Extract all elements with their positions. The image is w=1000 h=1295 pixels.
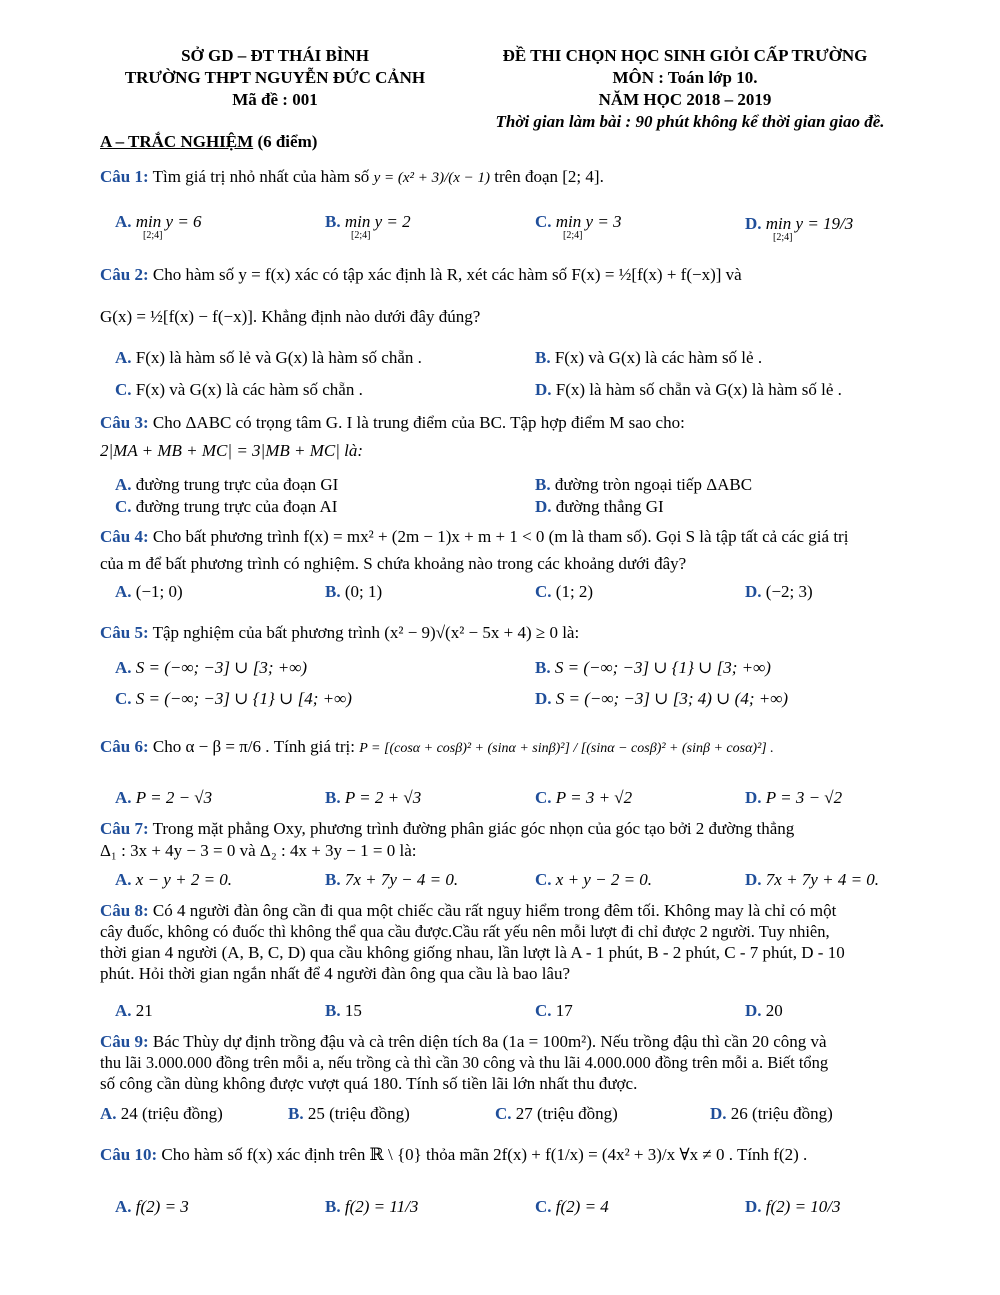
question-8 [100,900,836,922]
option-text: đường trung trực của đoạn AI [135,497,338,516]
option-letter: B. [325,582,341,601]
section-title: A – TRẮC NGHIỆM [100,132,254,151]
option-text: S = (−∞; −3] ∪ [3; +∞) [135,658,308,677]
option-a [115,1001,153,1021]
option-letter: A. [115,475,132,494]
option-text: 17 [555,1001,573,1020]
option-c [115,380,363,400]
question-text-end: trên đoạn [2; 4]. [494,167,604,186]
option-a [115,582,183,602]
option-letter: A. [115,582,132,601]
option-text: F(x) và G(x) là các hàm số chẵn . [135,380,363,399]
option-text: (0; 1) [344,582,383,601]
option-b [325,582,382,602]
option-text: (1; 2) [555,582,594,601]
option-a [115,788,212,808]
option-text: S = (−∞; −3] ∪ {1} ∪ [3; +∞) [554,658,771,677]
question-number: Câu 4: [100,527,149,546]
option-letter: C. [495,1104,512,1123]
option-text: 24 (triệu đồng) [120,1104,223,1123]
question-text: Cho bất phương trình f(x) = mx² + (2m − 1)x + m + 1 < 0 (m là tham số). Gọi S là tập tất cả các giá trị [152,527,849,546]
question-text: Tập nghiệm của bất phương trình (x² − 9)√(x² − 5x + 4) ≥ 0 là: [152,623,580,642]
option-a [115,1197,189,1217]
option-text: min y = 19/3 [765,214,854,233]
question-7-line2: Δ₁ : 3x + 4y − 3 = 0 và Δ₂ : 4x + 3y − 1 = 0 là: [100,841,417,860]
option-text: 15 [344,1001,362,1020]
option-d [710,1104,833,1124]
option-d [745,1001,783,1021]
question-text: Bác Thùy dự định trồng đậu và cà trên diện tích 8a (1a = 100m²). Nếu trồng đậu thì cần 20 công và [152,1032,827,1051]
option-subscript: [2;4] [563,230,583,241]
option-text: F(x) là hàm số lẻ và G(x) là hàm số chẵn . [135,348,422,367]
option-text: min y = 6 [135,212,202,231]
option-text: đường tròn ngoại tiếp ΔABC [554,475,753,494]
option-c [535,582,593,602]
option-d [535,689,788,709]
option-letter: C. [535,870,552,889]
question-4 [100,526,848,548]
option-text: P = 2 − √3 [135,788,213,807]
option-letter: D. [745,214,762,233]
option-b [325,212,411,232]
question-number: Câu 3: [100,413,149,432]
option-c [115,497,337,517]
option-text: F(x) và G(x) là các hàm số lẻ . [554,348,763,367]
question-text: Trong mặt phẳng Oxy, phương trình đường phân giác góc nhọn của góc tạo bởi 2 đường thẳng [152,819,795,838]
option-d [745,1197,841,1217]
option-c [535,870,652,890]
question-1 [100,166,604,189]
option-letter: D. [745,1001,762,1020]
question-number: Câu 10: [100,1145,158,1164]
option-letter: D. [535,380,552,399]
question-2 [100,264,742,286]
question-10 [100,1144,807,1166]
question-2-line2: G(x) = ½[f(x) − f(−x)]. Khẳng định nào dưới đây đúng? [100,307,481,326]
option-letter: B. [325,870,341,889]
option-letter: B. [325,1001,341,1020]
option-b [325,1197,418,1217]
header-school: TRƯỜNG THPT NGUYỄN ĐỨC CẢNH [124,68,426,87]
option-c [535,1001,573,1021]
option-d [745,788,842,808]
question-number: Câu 5: [100,623,149,642]
option-letter: D. [745,788,762,807]
option-text: f(2) = 3 [135,1197,189,1216]
option-text: F(x) là hàm số chẵn và G(x) là hàm số lẻ . [555,380,842,399]
option-c [535,1197,609,1217]
option-text: x + y − 2 = 0. [555,870,653,889]
option-c [535,788,632,808]
option-letter: C. [115,497,132,516]
option-letter: B. [535,658,551,677]
option-text: S = (−∞; −3] ∪ [3; 4) ∪ (4; +∞) [555,689,789,708]
option-text: f(2) = 11/3 [344,1197,419,1216]
option-text: min y = 2 [344,212,411,231]
option-letter: A. [115,1197,132,1216]
option-letter: D. [710,1104,727,1123]
option-text: 20 [765,1001,783,1020]
header-school-year: NĂM HỌC 2018 – 2019 [598,90,772,109]
header-exam-title: ĐỀ THI CHỌN HỌC SINH GIỎI CẤP TRƯỜNG [502,46,868,65]
option-letter: B. [535,475,551,494]
option-letter: C. [535,212,552,231]
option-text: đường thẳng GI [555,497,664,516]
option-letter: A. [115,870,132,889]
header-department: SỞ GD – ĐT THÁI BÌNH [181,46,369,65]
option-d [745,582,813,602]
option-b [288,1104,410,1124]
option-c [115,689,352,709]
option-text: x − y + 2 = 0. [135,870,233,889]
option-text: 25 (triệu đồng) [307,1104,410,1123]
option-d [535,497,664,517]
option-b [535,475,752,495]
option-d [535,380,842,400]
option-text: 7x + 7y − 4 = 0. [344,870,459,889]
question-4-line2: của m để bất phương trình có nghiệm. S chứa khoảng nào trong các khoảng dưới đây? [100,554,687,573]
option-b [325,788,421,808]
option-letter: B. [535,348,551,367]
question-number: Câu 8: [100,901,149,920]
option-text: 26 (triệu đồng) [730,1104,833,1123]
option-text: 21 [135,1001,153,1020]
option-subscript: [2;4] [143,230,163,241]
option-subscript: [2;4] [773,232,793,243]
question-text: Tìm giá trị nhỏ nhất của hàm số [152,167,370,186]
option-text: đường trung trực của đoạn GI [135,475,339,494]
option-text: f(2) = 4 [555,1197,609,1216]
question-9-line2: thu lãi 3.000.000 đồng trên mỗi a, nếu trồng cà thì cần 30 công và thu lãi 4.000.000 đồng trên mỗi a. Biết tổng [100,1053,829,1072]
option-letter: D. [535,497,552,516]
option-letter: A. [100,1104,117,1123]
question-text: Cho hàm số f(x) xác định trên ℝ \ {0} thỏa mãn 2f(x) + f(1/x) = (4x² + 3)/x ∀x ≠ 0 . Tính f(2) . [161,1145,808,1164]
option-text: 27 (triệu đồng) [515,1104,618,1123]
option-letter: D. [745,1197,762,1216]
question-number: Câu 7: [100,819,149,838]
header-exam-code: Mã đề : 001 [232,90,318,109]
option-b [325,1001,362,1021]
option-c [535,212,622,232]
option-text: f(2) = 10/3 [765,1197,841,1216]
question-formula: P = [(cosα + cosβ)² + (sinα + sinβ)²] / [(sinα − cosβ)² + (sinβ + cosα)²] . [359,741,774,756]
question-formula: y = (x² + 3)/(x − 1) [373,170,491,186]
option-d [745,870,879,890]
option-letter: B. [288,1104,304,1123]
option-letter: A. [115,788,132,807]
question-text: Cho α − β = π/6 . Tính giá trị: [152,737,355,756]
question-text: Cho hàm số y = f(x) xác có tập xác định là R, xét các hàm số F(x) = ½[f(x) + f(−x)] và [152,265,742,284]
question-8-line4: phút. Hỏi thời gian ngắn nhất để 4 người đàn ông qua cầu là bao lâu? [100,964,571,983]
option-letter: C. [535,582,552,601]
option-letter: B. [325,1197,341,1216]
option-letter: C. [535,788,552,807]
option-a [115,658,307,678]
option-letter: A. [115,212,132,231]
option-letter: A. [115,658,132,677]
option-text: (−1; 0) [135,582,183,601]
section-points: (6 điểm) [253,132,318,151]
option-a [115,212,202,232]
option-b [535,658,771,678]
option-text: min y = 3 [555,212,622,231]
option-letter: C. [535,1001,552,1020]
question-number: Câu 9: [100,1032,149,1051]
option-letter: C. [535,1197,552,1216]
option-letter: B. [325,788,341,807]
question-9-line3: số công cần dùng không được vượt quá 180. Tính số tiền lãi lớn nhất thu được. [100,1074,638,1093]
option-text: P = 3 − √2 [765,788,843,807]
question-5 [100,622,579,644]
option-letter: C. [115,689,132,708]
question-9 [100,1031,827,1053]
header-time-limit: Thời gian làm bài : 90 phút không kể thời gian giao đề. [495,112,885,131]
question-7 [100,818,794,840]
option-letter: A. [115,348,132,367]
question-number: Câu 6: [100,737,149,756]
question-3 [100,412,685,434]
option-letter: A. [115,1001,132,1020]
option-text: (−2; 3) [765,582,813,601]
question-number: Câu 2: [100,265,149,284]
option-subscript: [2;4] [351,230,371,241]
option-c [495,1104,618,1124]
header-subject: MÔN : Toán lớp 10. [612,68,758,87]
option-letter: D. [745,870,762,889]
option-a [115,475,338,495]
option-d [745,214,853,234]
option-letter: D. [535,689,552,708]
option-b [325,870,458,890]
option-text: P = 3 + √2 [555,788,633,807]
question-6 [100,736,774,760]
option-letter: C. [115,380,132,399]
option-text: 7x + 7y + 4 = 0. [765,870,880,889]
question-text: Có 4 người đàn ông cần đi qua một chiếc cầu rất nguy hiểm trong đêm tối. Không may là chỉ có một [152,901,837,920]
option-text: S = (−∞; −3] ∪ {1} ∪ [4; +∞) [135,689,352,708]
question-3-line2: 2|MA + MB + MC| = 3|MB + MC| là: [100,441,364,460]
option-a [100,1104,223,1124]
question-text: Cho ΔABC có trọng tâm G. I là trung điểm của BC. Tập hợp điểm M sao cho: [152,413,685,432]
question-8-line3: thời gian 4 người (A, B, C, D) qua cầu không giống nhau, lần lượt là A - 1 phút, B - 2 phút, C - 7 phút, D - 10 [100,943,845,962]
option-letter: B. [325,212,341,231]
section-heading [100,132,317,152]
question-8-line2: cây đuốc, không có đuốc thì không thể qua cầu được.Cầu rất yếu nên mỗi lượt đi chỉ được 2 người. Tuy nhiên, [100,922,830,941]
option-a [115,870,232,890]
option-text: P = 2 + √3 [344,788,422,807]
question-number: Câu 1: [100,167,149,186]
option-a [115,348,422,368]
option-b [535,348,762,368]
option-letter: D. [745,582,762,601]
